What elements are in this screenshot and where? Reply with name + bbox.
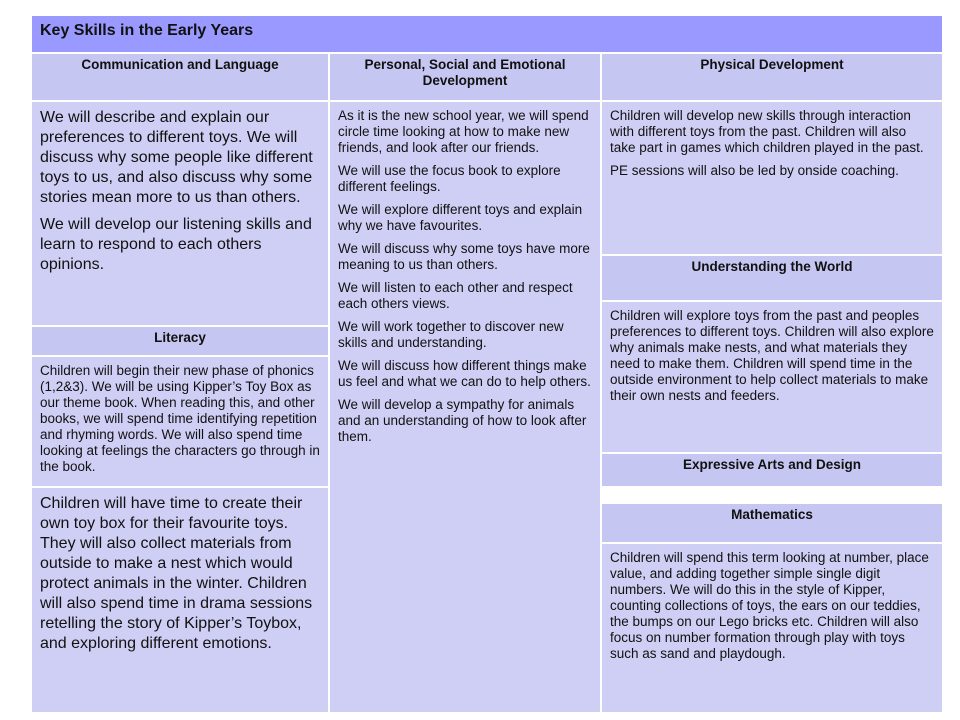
arts-paragraph: Children will have time to create their own toy box for their favourite toys. They will also collect materials from outside to make a nest which would protect animals in the winter. Children will also spend time in drama sessions retelling the story of Kipper’s Toybox, and exploring different emotions. <box>40 495 313 652</box>
personal-paragraph: We will develop a sympathy for animals and an understanding of how to look after them. <box>338 397 587 444</box>
personal-paragraph: As it is the new school year, we will spend circle time looking at how to make new friends, and look after our friends. <box>338 108 589 155</box>
maths-body <box>601 543 943 713</box>
key-skills-table <box>30 14 944 714</box>
personal-paragraph: We will discuss how different things make us feel and what we can do to help others. <box>338 358 591 389</box>
personal-paragraph: We will explore different toys and explain why we have favourites. <box>338 202 583 233</box>
communication-heading: Communication and Language <box>31 53 329 101</box>
maths-heading: Mathematics <box>601 503 943 543</box>
table-title: Key Skills in the Early Years <box>31 15 943 53</box>
communication-body <box>31 101 329 326</box>
personal-body <box>329 101 601 713</box>
literacy-paragraph: Children will begin their new phase of phonics (1,2&3). We will be using Kipper’s Toy Box as our theme book. When reading this, and other books, we will spend time identifying repetition and rhyming words. We will also spend time looking at feelings the characters go through in the book. <box>40 363 320 474</box>
maths-paragraph: Children will spend this term looking at number, place value, and adding together simple single digit numbers. We will do this in the style of Kipper, counting collections of toys, the ears on our teddies, the bumps on our Lego bricks etc. Children will also focus on number formation through play with toys such as sand and playdough. <box>610 550 929 661</box>
physical-heading: Physical Development <box>601 53 943 101</box>
communication-paragraph: We will develop our listening skills and learn to respond to each others opinions. <box>40 216 312 273</box>
personal-heading: Personal, Social and Emotional Development <box>329 53 601 101</box>
world-body <box>601 301 943 453</box>
arts-heading: Expressive Arts and Design <box>601 453 943 487</box>
world-heading: Understanding the World <box>601 255 943 301</box>
communication-paragraph: We will describe and explain our preferences to different toys. We will discuss why some people like different toys to us, and also discuss why some stories mean more to us than others. <box>40 109 313 206</box>
literacy-body <box>31 356 329 487</box>
key-skills-sheet <box>30 14 942 714</box>
personal-paragraph: We will discuss why some toys have more meaning to us than others. <box>338 241 590 272</box>
arts-body <box>31 487 329 713</box>
physical-paragraph: Children will develop new skills through interaction with different toys from the past. Children will also take part in games which children played in the past. <box>610 108 924 155</box>
personal-paragraph: We will listen to each other and respect each others views. <box>338 280 573 311</box>
physical-paragraph: PE sessions will also be led by onside coaching. <box>610 163 899 178</box>
physical-body <box>601 101 943 255</box>
personal-paragraph: We will work together to discover new skills and understanding. <box>338 319 564 350</box>
world-paragraph: Children will explore toys from the past and peoples preferences to different toys. Children will also explore why animals make nests, and what materials they need to make them. Children will spend time in the outside environment to help collect materials to make their own nests and feeders. <box>610 308 934 403</box>
literacy-heading: Literacy <box>31 326 329 356</box>
personal-paragraph: We will use the focus book to explore different feelings. <box>338 163 561 194</box>
